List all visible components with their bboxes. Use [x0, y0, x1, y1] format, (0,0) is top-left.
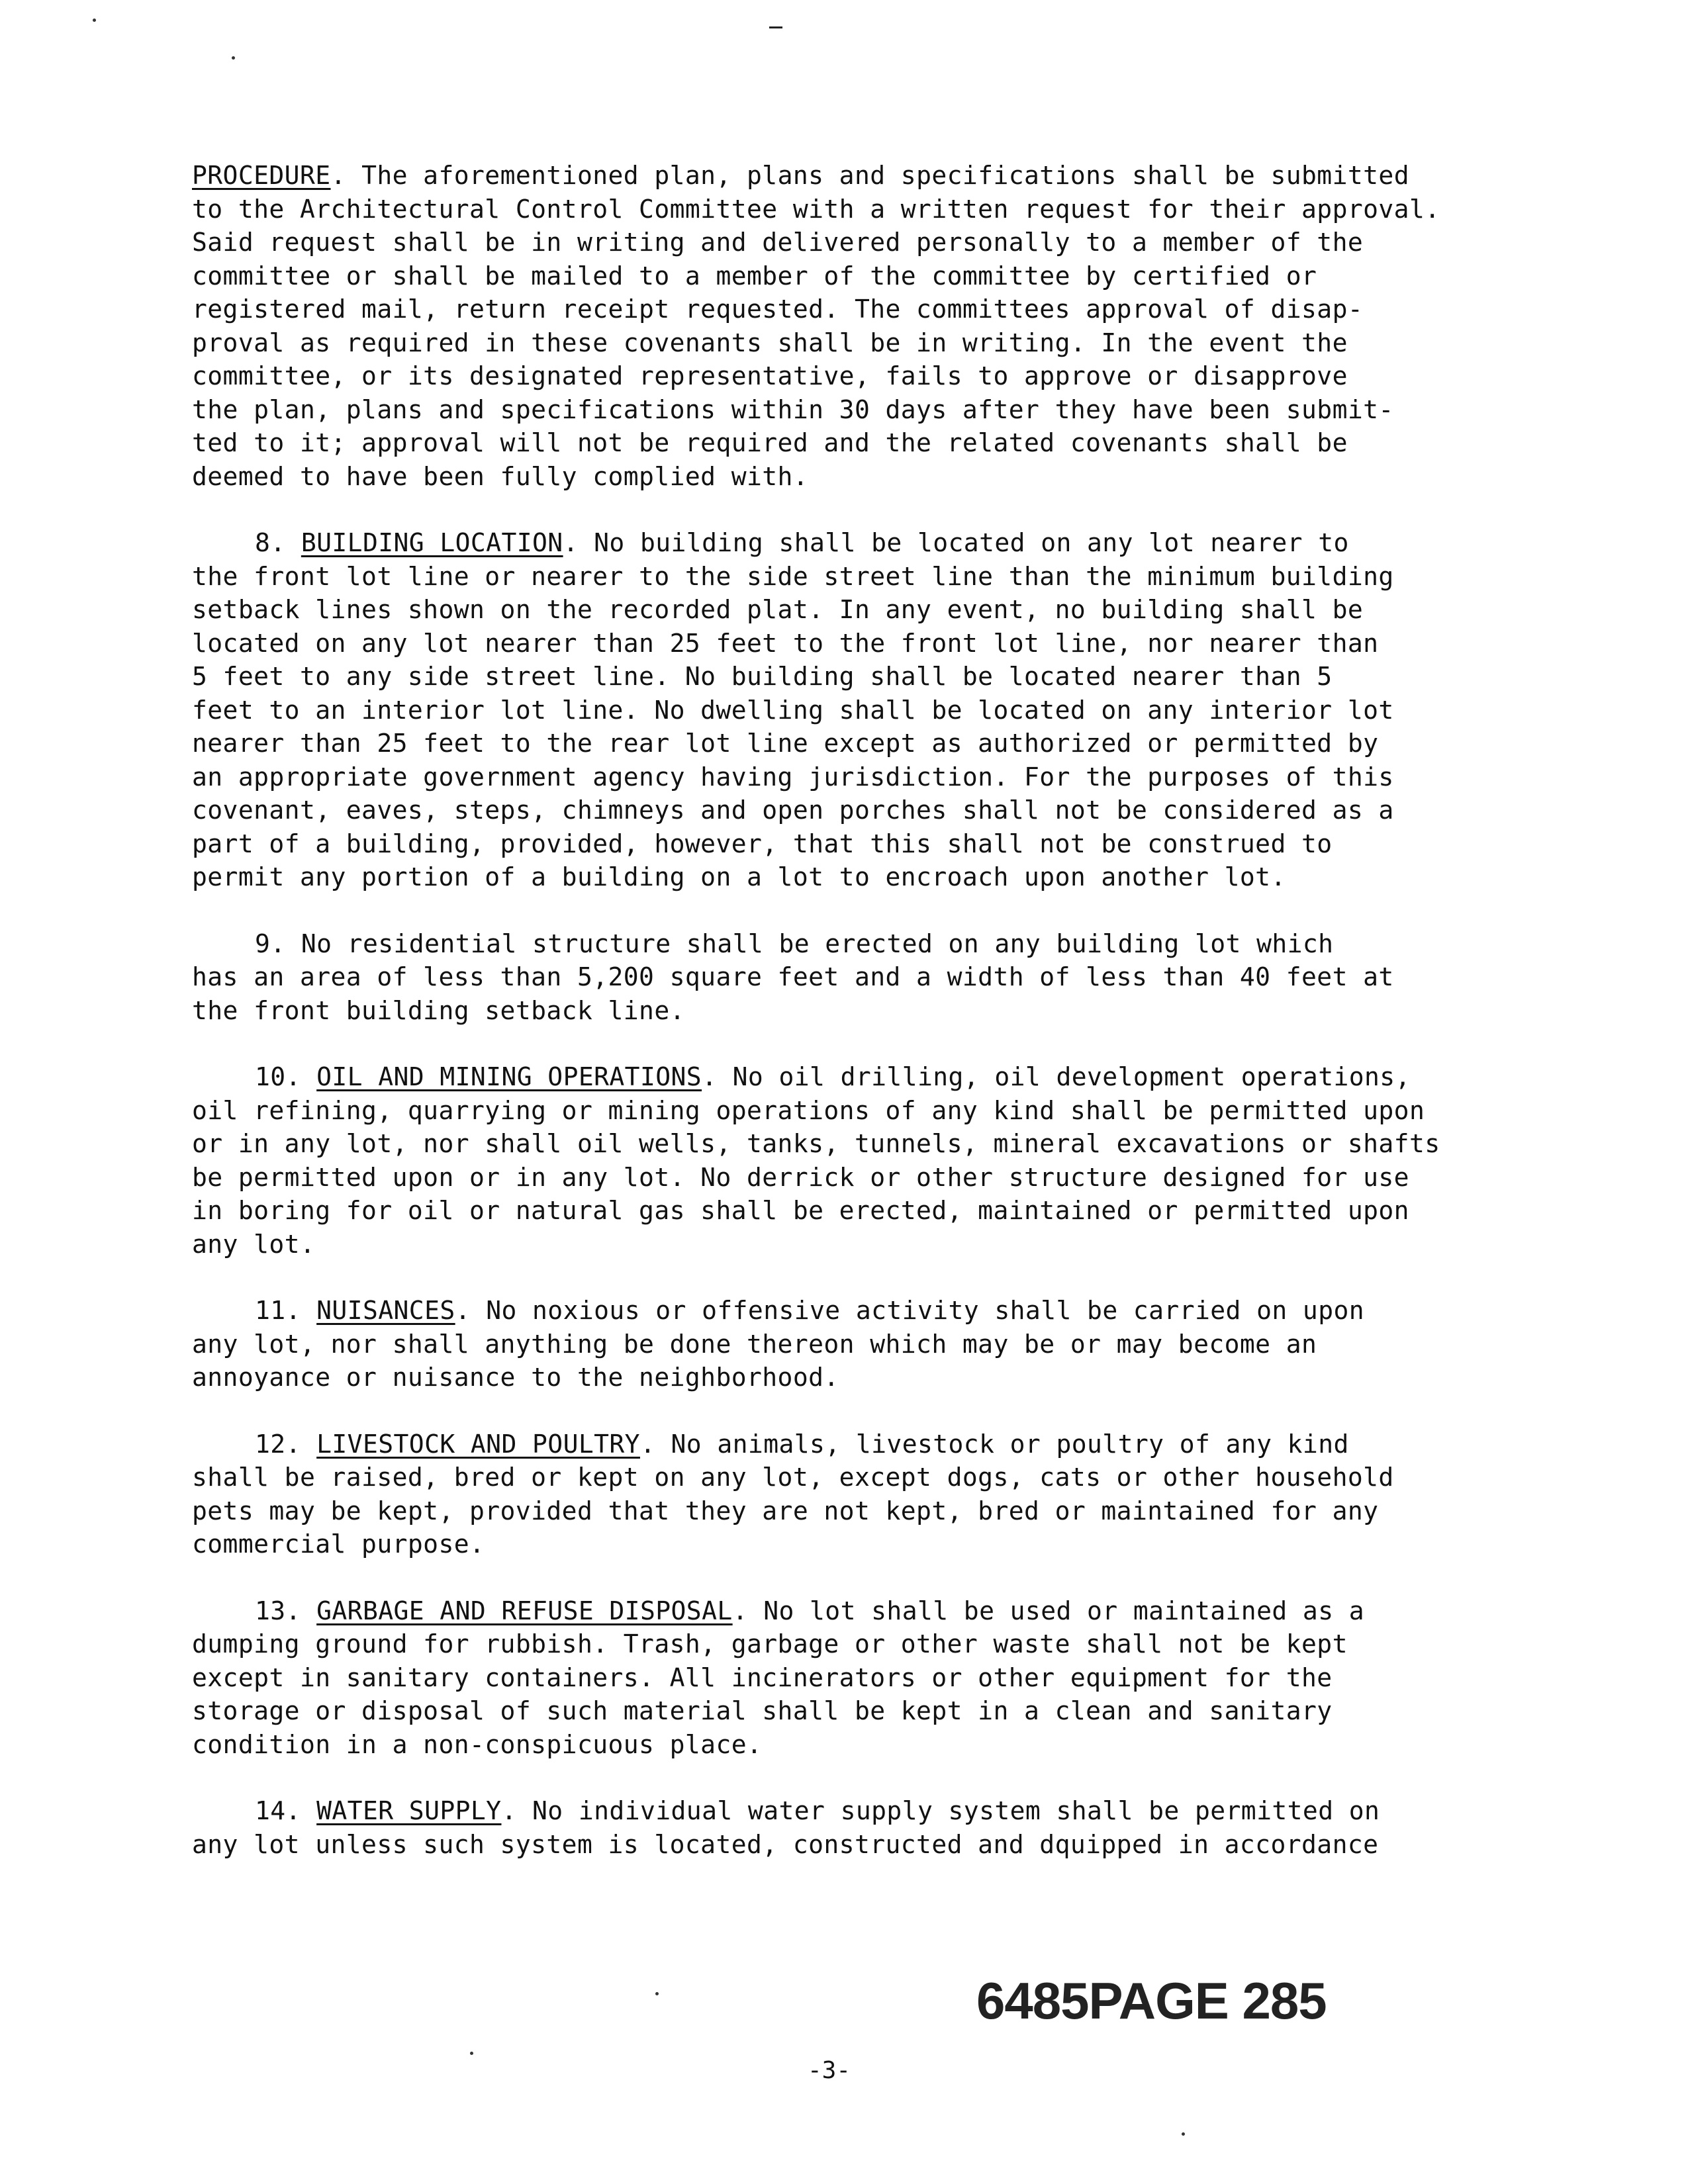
paragraph-number: 9. — [255, 929, 301, 958]
scan-speck — [655, 1992, 659, 1995]
paragraph-text: . No noxious or offensive activity shall be carried on upon any lot, nor shall anything be done thereon which may be or may become an annoyance or nuisance to the neighborhood. — [192, 1296, 1365, 1392]
paragraph-14-water-supply — [192, 1794, 1516, 1861]
paragraph-number: 11. — [255, 1296, 317, 1325]
page-number: -3- — [808, 2057, 851, 2084]
paragraph-text: . No building shall be located on any lot nearer to the front lot line or nearer to the side street line than the minimum building setback lines shown on the recorded plat. In any event, no building shall be located on any lot nearer than 25 feet to the front lot line, nor nearer than 5 feet to any side street line. No building shall be located nearer than 5 feet to an interior lot line. No dwelling shall be located on any interior lot nearer than 25 feet to the rear lot line except as authorized or permitted by an appropriate government agency having jurisdiction. For the purposes of this covenant, eaves, steps, chimneys and open porches shall not be considered as a part of a building, provided, however, that this shall not be construed to permit any portion of a building on a lot to encroach upon another lot. — [192, 528, 1394, 891]
paragraph-number: 12. — [255, 1429, 317, 1459]
paragraph-heading: GARBAGE AND REFUSE DISPOSAL — [316, 1596, 733, 1625]
paragraph-10-oil-and-mining — [192, 1060, 1516, 1261]
paragraph-text: . No individual water supply system shall be permitted on any lot unless such system is located, constructed and dquipped in accordance — [192, 1796, 1380, 1859]
paragraph-heading: BUILDING LOCATION — [301, 528, 563, 557]
paragraph-text: . The aforementioned plan, plans and specifications shall be submitted to the Architectural Control Committee with a written request for their approval. Said request shall be in writing and delivered personally to a member of the committee or shall be mailed to a member of the committee by certified or registered mail, return receipt requested. The committees approval of disap- proval as required in these covenants shall be in writing. In the event the committee, or its designated representative, fails to approve or disapprove the plan, plans and specifications within 30 days after they have been submit- ted to it; approval will not be required and the related covenants shall be deemed to have been fully complied with. — [192, 161, 1440, 491]
paragraph-8-building-location — [192, 526, 1516, 894]
scan-speck — [93, 19, 96, 22]
scan-speck — [1182, 2132, 1185, 2136]
recording-book-page-stamp: 6485PAGE 285 — [976, 1972, 1327, 2030]
document-body — [192, 159, 1516, 1894]
paragraph-text: . No animals, livestock or poultry of any kind shall be raised, bred or kept on any lot, except dogs, cats or other household pets may be kept, provided that they are not kept, bred or maintained for any commercial purpose. — [192, 1429, 1394, 1559]
paragraph-heading: PROCEDURE — [192, 161, 331, 190]
paragraph-text: . No oil drilling, oil development operations, oil refining, quarrying or mining operations of any kind shall be permitted upon or in any lot, nor shall oil wells, tanks, tunnels, mineral excavations or shafts be permitted upon or in any lot. No derrick or other structure designed for use in boring for oil or natural gas shall be erected, maintained or permitted upon any lot. — [192, 1062, 1440, 1259]
paragraph-text: . No lot shall be used or maintained as a dumping ground for rubbish. Trash, garbage or other waste shall not be kept except in sanitary containers. All incinerators or other equipment for the storage or disposal of such material shall be kept in a clean and sanitary condition in a non-conspicuous place. — [192, 1596, 1365, 1759]
paragraph-heading: LIVESTOCK AND POULTRY — [316, 1429, 640, 1459]
paragraph-number: 14. — [255, 1796, 317, 1825]
paragraph-11-nuisances — [192, 1294, 1516, 1394]
paragraph-text: No residential structure shall be erected on any building lot which has an area of less than 5,200 square feet and a width of less than 40 feet at the front building setback line. — [192, 929, 1394, 1025]
paragraph-heading: WATER SUPPLY — [316, 1796, 502, 1825]
paragraph-number: 13. — [255, 1596, 317, 1625]
paragraph-number: 8. — [255, 528, 301, 557]
paragraph-12-livestock — [192, 1428, 1516, 1561]
scan-speck — [470, 2052, 473, 2055]
scan-speck — [232, 56, 235, 60]
paragraph-procedure — [192, 159, 1516, 493]
paragraph-heading: OIL AND MINING OPERATIONS — [316, 1062, 702, 1091]
top-dash-mark — [769, 26, 782, 28]
paragraph-number: 10. — [255, 1062, 317, 1091]
paragraph-13-garbage — [192, 1594, 1516, 1762]
paragraph-9-lot-area — [192, 927, 1516, 1028]
paragraph-heading: NUISANCES — [316, 1296, 455, 1325]
